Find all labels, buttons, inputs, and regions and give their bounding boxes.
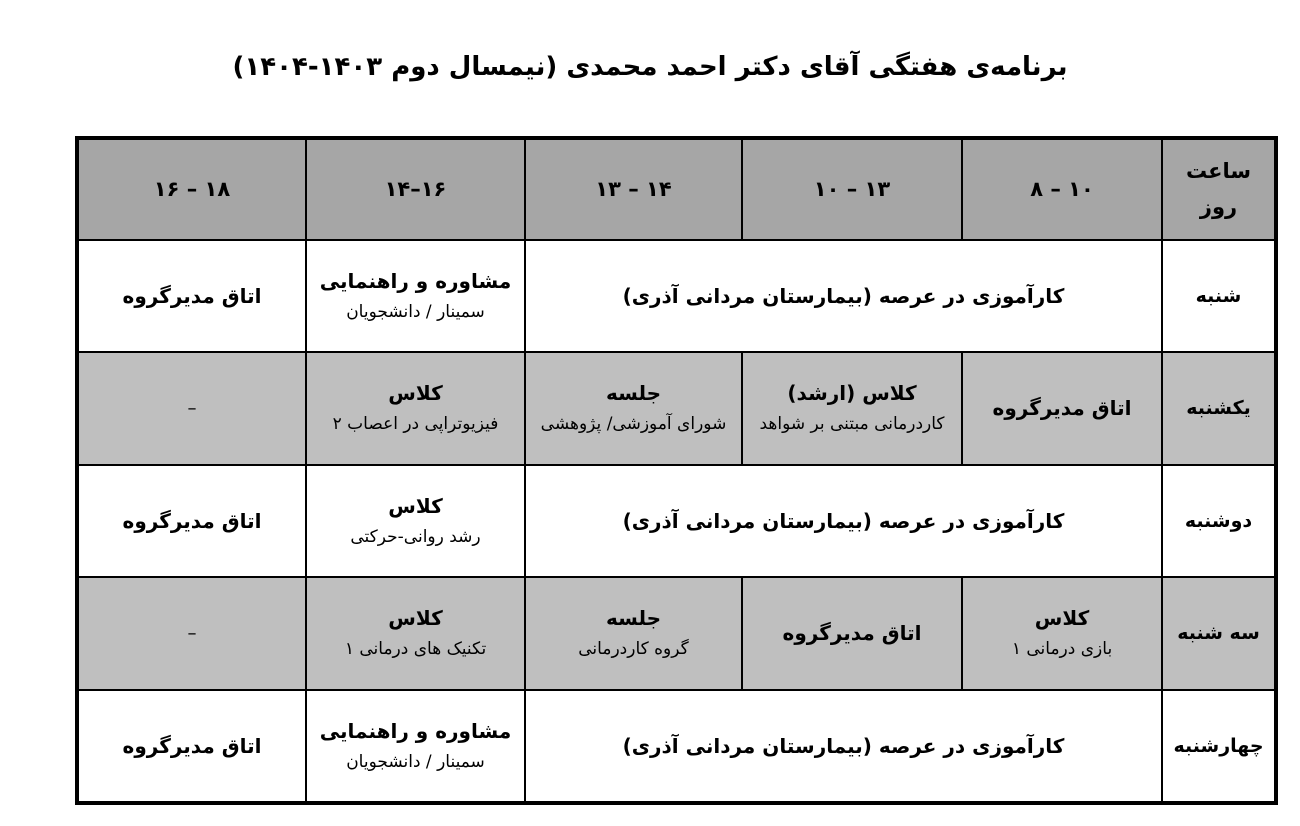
- cell-sub-text: گروه کاردرمانی: [578, 639, 689, 660]
- cell-monday-16-18: اتاق مدیرگروه: [78, 465, 306, 577]
- header-time-16-18: ۱۶ – ۱۸: [78, 139, 306, 240]
- row-sunday: [78, 352, 1275, 464]
- cell-main-text: مشاوره و راهنمایی: [319, 718, 512, 743]
- row-tuesday: [78, 577, 1275, 689]
- cell-sunday-14-16: [306, 352, 525, 464]
- header-row: [78, 139, 1275, 240]
- day-cell-tuesday: سه شنبه: [1162, 577, 1275, 689]
- cell-main-text: کلاس: [1034, 606, 1090, 631]
- cell-sub-text: سمینار / دانشجویان: [346, 301, 485, 322]
- header-corner-cell: [1162, 139, 1275, 240]
- row-monday: [78, 465, 1275, 577]
- cell-tuesday-8-10: [962, 577, 1162, 689]
- cell-tuesday-16-18: –: [78, 577, 306, 689]
- cell-tuesday-14-16: [306, 577, 525, 689]
- cell-sub-text: فیزیوتراپی در اعصاب ۲: [332, 414, 499, 435]
- cell-saturday-16-18: اتاق مدیرگروه: [78, 240, 306, 352]
- cell-wednesday-14-16: [306, 690, 525, 802]
- cell-monday-14-16: [306, 465, 525, 577]
- cell-sunday-16-18: –: [78, 352, 306, 464]
- day-cell-saturday: شنبه: [1162, 240, 1275, 352]
- row-saturday: [78, 240, 1275, 352]
- header-time-10-13: ۱۰ – ۱۳: [742, 139, 962, 240]
- cell-sunday-10-13: [742, 352, 962, 464]
- cell-wednesday-internship: کارآموزی در عرصه (بیمارستان مردانی آذری): [525, 690, 1162, 802]
- page-title: برنامه‌ی هفتگی آقای دکتر احمد محمدی (نیمسال دوم ۱۴۰۳-۱۴۰۴): [232, 52, 1068, 82]
- cell-main-text: کلاس: [388, 606, 443, 631]
- cell-saturday-14-16: [306, 240, 525, 352]
- day-cell-monday: دوشنبه: [1162, 465, 1275, 577]
- cell-sub-text: سمینار / دانشجویان: [346, 751, 485, 772]
- cell-saturday-internship: کارآموزی در عرصه (بیمارستان مردانی آذری): [525, 240, 1162, 352]
- header-day-label: روز: [1199, 195, 1238, 220]
- cell-main-text: کلاس: [388, 381, 443, 406]
- header-time-label: ساعت: [1185, 159, 1252, 184]
- row-wednesday: [78, 690, 1275, 802]
- header-time-8-10: ۸ – ۱۰: [962, 139, 1162, 240]
- cell-tuesday-10-13: اتاق مدیرگروه: [742, 577, 962, 689]
- cell-sunday-8-10: اتاق مدیرگروه: [962, 352, 1162, 464]
- day-cell-sunday: یکشنبه: [1162, 352, 1275, 464]
- cell-sub-text: بازی درمانی ۱: [1011, 639, 1113, 660]
- cell-sunday-13-14: [525, 352, 742, 464]
- cell-monday-internship: کارآموزی در عرصه (بیمارستان مردانی آذری): [525, 465, 1162, 577]
- cell-sub-text: تکنیک های درمانی ۱: [344, 639, 487, 660]
- cell-main-text: کلاس (ارشد): [787, 381, 917, 406]
- header-time-13-14: ۱۳ – ۱۴: [525, 139, 742, 240]
- cell-main-text: جلسه: [605, 381, 662, 406]
- cell-sub-text: کاردرمانی مبتنی بر شواهد: [759, 414, 945, 435]
- cell-sub-text: شورای آموزشی/ پژوهشی: [540, 414, 727, 435]
- weekly-schedule-table: [75, 136, 1278, 805]
- cell-wednesday-16-18: اتاق مدیرگروه: [78, 690, 306, 802]
- cell-main-text: مشاوره و راهنمایی: [319, 268, 512, 293]
- cell-sub-text: رشد روانی-حرکتی: [350, 526, 481, 547]
- cell-main-text: جلسه: [605, 606, 662, 631]
- cell-main-text: کلاس: [388, 493, 443, 518]
- header-time-14-16: ۱۴–۱۶: [306, 139, 525, 240]
- day-cell-wednesday: چهارشنبه: [1162, 690, 1275, 802]
- cell-tuesday-13-14: [525, 577, 742, 689]
